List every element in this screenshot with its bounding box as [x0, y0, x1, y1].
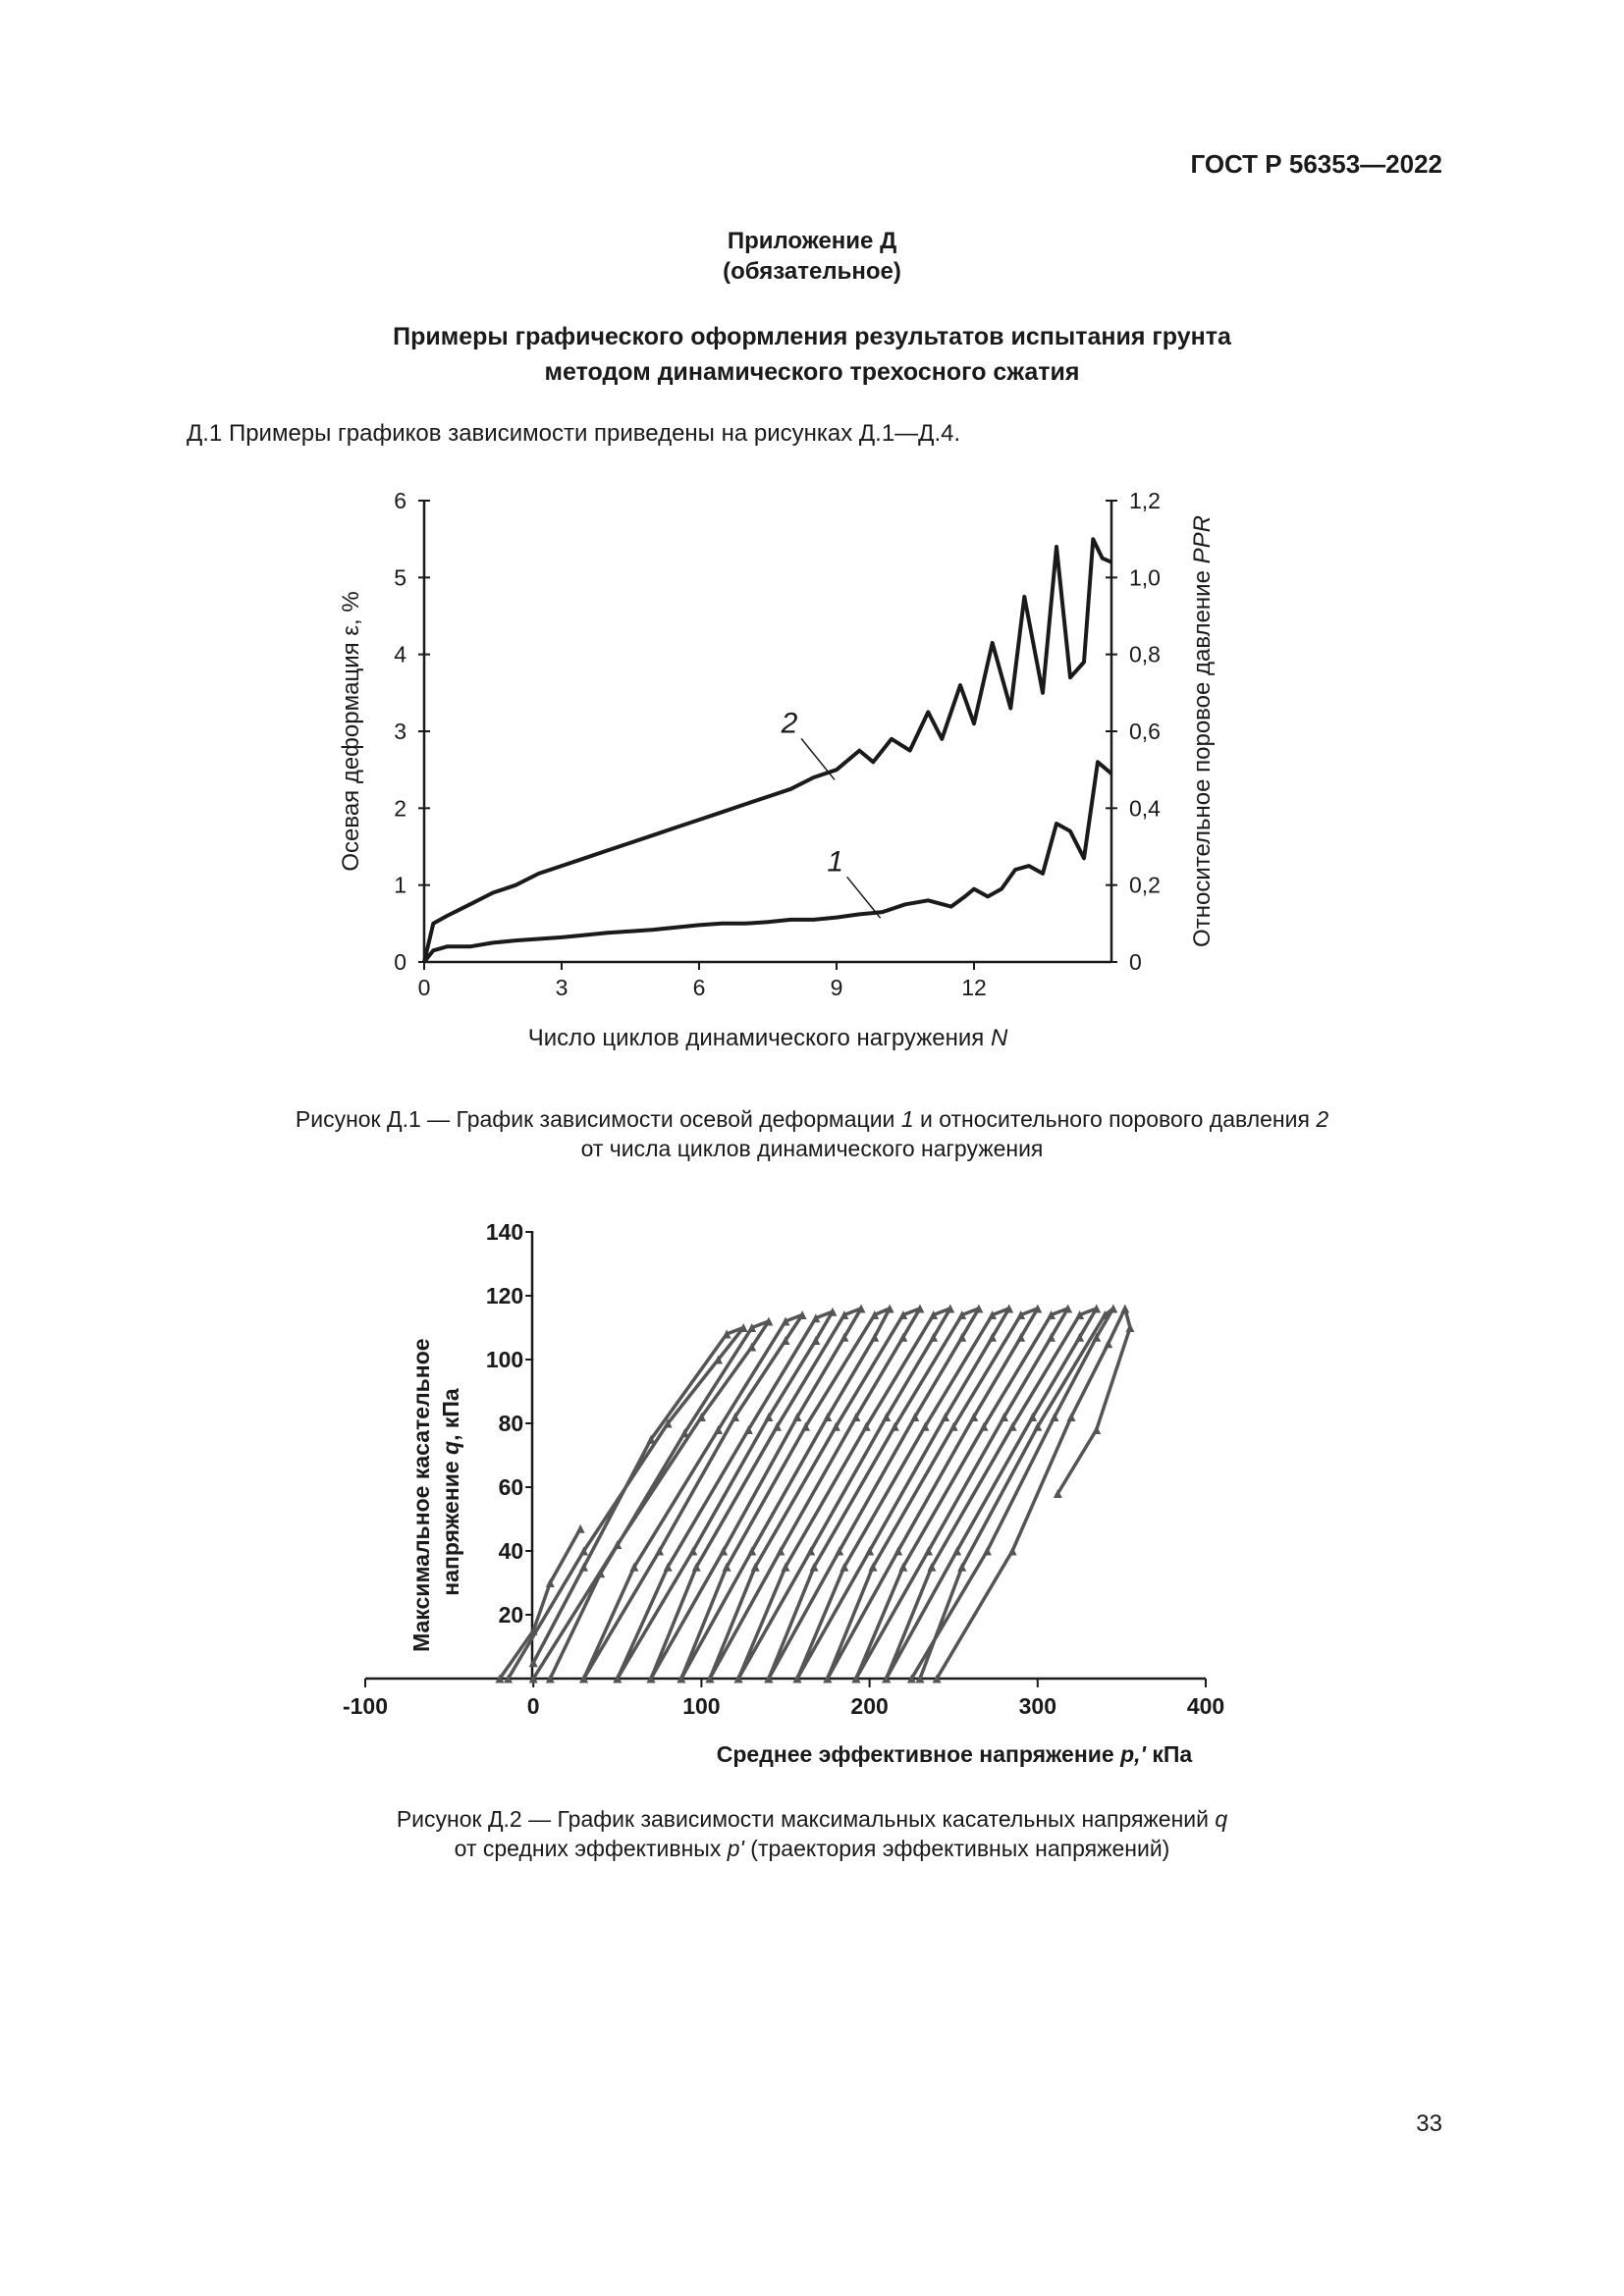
figure2-ylabel: [408, 1332, 463, 1652]
figure1-y2tick-label: 0,6: [1129, 719, 1161, 744]
figure1-xtick-label: 6: [692, 975, 706, 1000]
appendix-status: (обязательное): [723, 258, 901, 285]
figure2-xtick-label: 400: [1186, 1693, 1225, 1719]
figure1-caption-line1: [0, 1104, 1624, 1134]
section-title: [0, 319, 1624, 390]
figure2-chart: [0, 1207, 1624, 1787]
figure1-caption-mid: и относительного порового давления: [913, 1106, 1317, 1132]
figure1-series-1: [424, 762, 1111, 962]
figure1-y2label: [1189, 515, 1216, 947]
figure2-marker: [1109, 1305, 1117, 1313]
figure1-ytick-label: 3: [394, 719, 406, 744]
appendix-title: Приложение Д: [727, 228, 897, 254]
figure2-ylabel-line2: [438, 1388, 463, 1596]
figure1-xtick-label: 12: [961, 975, 987, 1000]
figure2-caption-line2: [0, 1834, 1624, 1863]
figure2-caption-line2-prefix: от средних эффективных: [454, 1836, 728, 1861]
figure2-caption-prefix: Рисунок Д.2 — График зависимости максимальных касательных напряжений: [396, 1806, 1216, 1832]
figure2-ylabel-prefix: напряжение: [438, 1454, 463, 1596]
figure1-y2tick-label: 0,4: [1129, 795, 1161, 822]
figure2-xtick-label: 200: [850, 1693, 889, 1719]
figure1-y2tick-label: 0: [1129, 949, 1142, 975]
figure2-ytick-label: 140: [485, 1219, 524, 1245]
figure1-y2label-text: Относительное поровое давление: [1189, 563, 1216, 947]
figure1-xlabel-text: Число циклов динамического нагружения: [527, 1025, 991, 1051]
figure2-xlabel-unit: кПа: [1145, 1741, 1193, 1767]
figure1-y2tick-label: 1,0: [1129, 564, 1161, 591]
figure1-xtick-label: 9: [830, 975, 843, 1000]
figure2-xlabel-text: Среднее эффективное напряжение: [716, 1741, 1121, 1767]
figure2-ylabel-line1: Максимальное касательное: [408, 1338, 434, 1652]
figure2-xlabel-var: p,': [1120, 1741, 1146, 1767]
figure2-ytick-label: 20: [498, 1602, 524, 1628]
figure1-annotation-label: 2: [781, 707, 798, 740]
figure1-xlabel-var: N: [990, 1025, 1008, 1051]
figure2-xtick-label: 100: [682, 1693, 721, 1719]
figure2-marker: [1092, 1425, 1101, 1434]
figure2-xtick-label: 300: [1018, 1693, 1056, 1719]
figure1-ticks: [394, 488, 1161, 1000]
figure2-caption-q: q: [1215, 1806, 1228, 1832]
figure2-caption-line1: [0, 1804, 1624, 1834]
figure2-marker: [1125, 1323, 1134, 1332]
figure1-axes: [424, 501, 1111, 962]
figure1-ylabel: Осевая деформация ε, %: [338, 591, 364, 872]
figure1-ytick-label: 2: [394, 795, 406, 822]
figure1-annotation-label: 1: [827, 845, 844, 879]
figure2-marker: [576, 1524, 585, 1533]
figure1-ytick-label: 6: [394, 488, 406, 513]
figure2-xtick-label: 0: [526, 1693, 540, 1719]
figure2-ylabel-var: q: [438, 1440, 463, 1455]
figure1-caption-num2: 2: [1316, 1106, 1329, 1132]
figure1-caption-line2: от числа циклов динамического нагружения: [580, 1136, 1044, 1161]
figure2-xtick-label: -100: [342, 1693, 389, 1719]
figure2-series: [495, 1305, 1134, 1683]
figure2-marker: [1120, 1305, 1129, 1313]
figure1-ytick-label: 1: [394, 872, 406, 898]
figure1-series-2: [424, 539, 1111, 962]
figure1-ytick-label: 0: [394, 949, 406, 975]
section-title-line1: Примеры графического оформления результатов испытания грунта: [393, 323, 1231, 350]
figure2-xlabel: [717, 1741, 1193, 1767]
figure1-caption: [0, 1104, 1624, 1163]
figure2-ylabel-unit: , кПа: [438, 1388, 463, 1441]
figure1-ytick-label: 5: [394, 564, 406, 591]
figure2-ytick-label: 120: [485, 1283, 524, 1308]
figure1-xlabel: [528, 1025, 1008, 1051]
figure1-y2tick-label: 0,8: [1129, 641, 1161, 667]
intro-paragraph: Д.1 Примеры графиков зависимости приведены на рисунках Д.1—Д.4.: [187, 420, 961, 447]
figure2-stress-path: [911, 1308, 1112, 1679]
figure2-caption: [0, 1804, 1624, 1863]
figure1-caption-prefix: Рисунок Д.1 — График зависимости осевой деформации: [295, 1106, 901, 1132]
figure1-caption-num1: 1: [900, 1106, 914, 1132]
figure1-annotations: [781, 707, 881, 918]
figure2-caption-p: p': [727, 1836, 744, 1861]
figure2-ytick-label: 80: [498, 1411, 524, 1436]
section-title-line2: методом динамического трехосного сжатия: [544, 358, 1080, 386]
figure1-xtick-label: 0: [417, 975, 431, 1000]
figure2-ytick-label: 40: [498, 1538, 524, 1564]
figure2-ytick-label: 100: [485, 1347, 524, 1372]
figure1-y2tick-label: 1,2: [1129, 488, 1161, 513]
figure1-y2label-var: PPR: [1189, 515, 1216, 564]
figure1-chart: [0, 471, 1624, 1080]
figure2-caption-line2-suffix: (траектория эффективных напряжений): [743, 1836, 1170, 1861]
figure1-y2tick-label: 0,2: [1129, 872, 1161, 898]
figure1-xtick-label: 3: [555, 975, 568, 1000]
figure1-series: [424, 539, 1111, 962]
appendix-heading: [0, 226, 1624, 287]
page-number: 33: [1416, 2110, 1442, 2137]
document-code: ГОСТ Р 56353—2022: [1190, 149, 1442, 179]
figure2-ytick-label: 60: [498, 1474, 524, 1500]
figure1-annotation-leader: [801, 738, 835, 779]
figure1-ytick-label: 4: [394, 641, 406, 667]
figure2-stress-path: [509, 1328, 744, 1680]
